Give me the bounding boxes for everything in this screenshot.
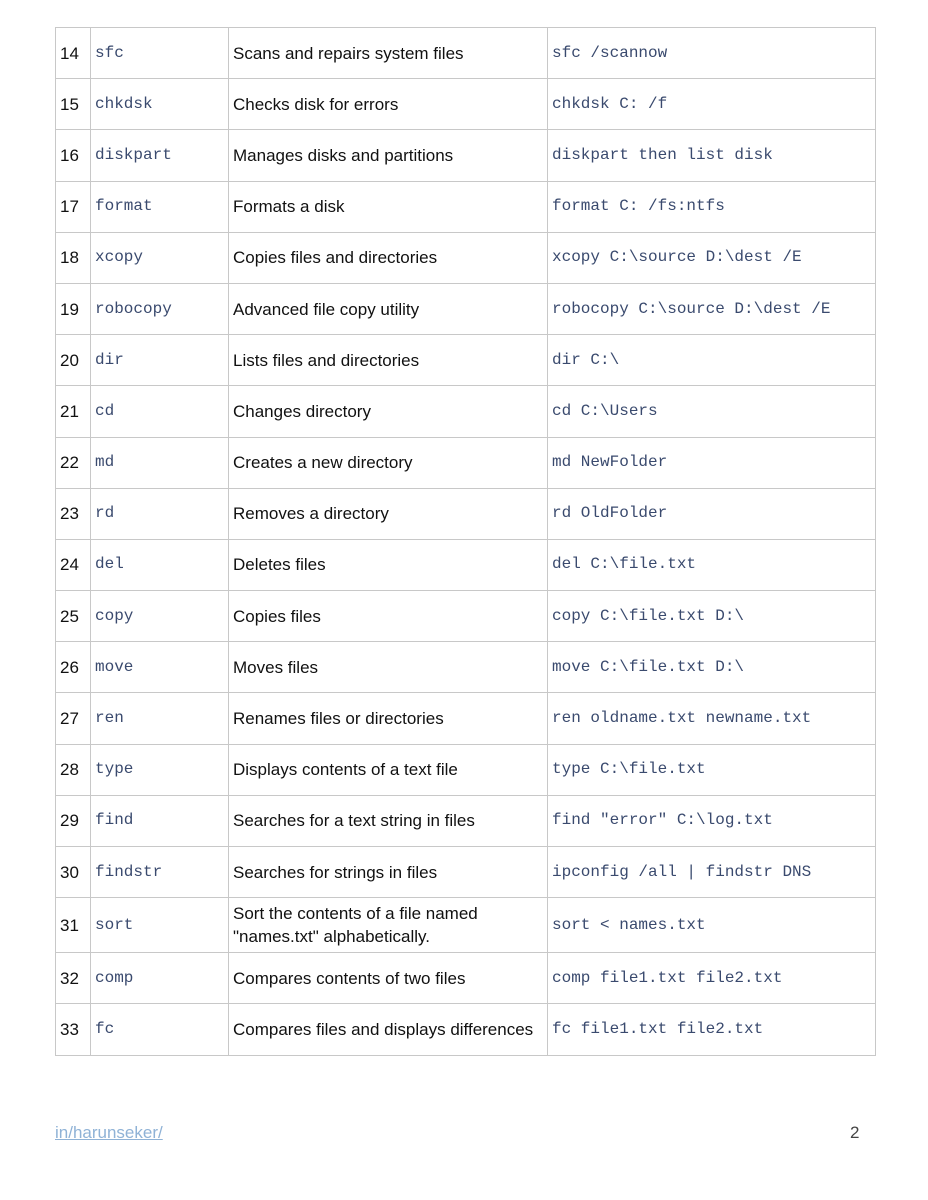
table-row [56,953,876,1004]
command-name: diskpart [91,130,229,181]
command-description: Compares files and displays differences [229,1004,548,1055]
page-number: 2 [850,1123,860,1142]
table-row [56,642,876,693]
command-description: Copies files and directories [229,232,548,283]
command-description: Changes directory [229,386,548,437]
command-example: ren oldname.txt newname.txt [548,693,876,744]
command-name: cd [91,386,229,437]
table-row [56,744,876,795]
command-name: findstr [91,847,229,898]
table-row [56,79,876,130]
command-description: Renames files or directories [229,693,548,744]
command-name: move [91,642,229,693]
row-number: 21 [56,386,91,437]
command-name: format [91,181,229,232]
command-description: Creates a new directory [229,437,548,488]
row-number: 33 [56,1004,91,1055]
command-example: fc file1.txt file2.txt [548,1004,876,1055]
command-name: dir [91,335,229,386]
row-number: 20 [56,335,91,386]
row-number: 19 [56,283,91,334]
command-description: Displays contents of a text file [229,744,548,795]
command-description: Sort the contents of a file named "names.txt" alphabetically. [229,898,548,953]
command-description: Manages disks and partitions [229,130,548,181]
command-example: dir C:\ [548,335,876,386]
table-row [56,488,876,539]
command-example: md NewFolder [548,437,876,488]
command-example: copy C:\file.txt D:\ [548,591,876,642]
command-example: rd OldFolder [548,488,876,539]
command-name: chkdsk [91,79,229,130]
table-row [56,591,876,642]
row-number: 32 [56,953,91,1004]
row-number: 31 [56,898,91,953]
row-number: 16 [56,130,91,181]
commands-table-body [56,28,876,1056]
command-example: del C:\file.txt [548,539,876,590]
command-description: Removes a directory [229,488,548,539]
table-row [56,232,876,283]
table-row [56,693,876,744]
command-example: sfc /scannow [548,28,876,79]
command-description: Scans and repairs system files [229,28,548,79]
row-number: 18 [56,232,91,283]
row-number: 28 [56,744,91,795]
profile-link[interactable]: in/harunseker/ [55,1123,163,1142]
command-name: ren [91,693,229,744]
row-number: 27 [56,693,91,744]
command-example: ipconfig /all | findstr DNS [548,847,876,898]
command-name: copy [91,591,229,642]
table-row [56,795,876,846]
table-row [56,847,876,898]
command-name: fc [91,1004,229,1055]
command-example: type C:\file.txt [548,744,876,795]
command-description: Checks disk for errors [229,79,548,130]
command-name: xcopy [91,232,229,283]
table-row [56,335,876,386]
row-number: 15 [56,79,91,130]
command-example: find "error" C:\log.txt [548,795,876,846]
command-name: robocopy [91,283,229,334]
command-description: Searches for strings in files [229,847,548,898]
command-description: Lists files and directories [229,335,548,386]
command-name: type [91,744,229,795]
command-name: del [91,539,229,590]
command-name: find [91,795,229,846]
command-description: Searches for a text string in files [229,795,548,846]
row-number: 24 [56,539,91,590]
table-row [56,539,876,590]
command-name: sfc [91,28,229,79]
command-example: robocopy C:\source D:\dest /E [548,283,876,334]
row-number: 14 [56,28,91,79]
row-number: 29 [56,795,91,846]
row-number: 23 [56,488,91,539]
command-description: Moves files [229,642,548,693]
command-example: cd C:\Users [548,386,876,437]
row-number: 26 [56,642,91,693]
row-number: 25 [56,591,91,642]
command-description: Compares contents of two files [229,953,548,1004]
table-row [56,283,876,334]
table-row [56,898,876,953]
command-name: md [91,437,229,488]
table-row [56,437,876,488]
command-description: Copies files [229,591,548,642]
command-name: sort [91,898,229,953]
table-row [56,181,876,232]
command-name: comp [91,953,229,1004]
command-example: sort < names.txt [548,898,876,953]
command-example: move C:\file.txt D:\ [548,642,876,693]
row-number: 30 [56,847,91,898]
command-example: format C: /fs:ntfs [548,181,876,232]
command-example: diskpart then list disk [548,130,876,181]
command-example: comp file1.txt file2.txt [548,953,876,1004]
command-example: xcopy C:\source D:\dest /E [548,232,876,283]
table-row [56,386,876,437]
command-name: rd [91,488,229,539]
table-row [56,28,876,79]
command-description: Deletes files [229,539,548,590]
table-row [56,130,876,181]
table-row [56,1004,876,1055]
command-example: chkdsk C: /f [548,79,876,130]
commands-table [55,27,876,1056]
row-number: 22 [56,437,91,488]
command-description: Formats a disk [229,181,548,232]
row-number: 17 [56,181,91,232]
command-description: Advanced file copy utility [229,283,548,334]
